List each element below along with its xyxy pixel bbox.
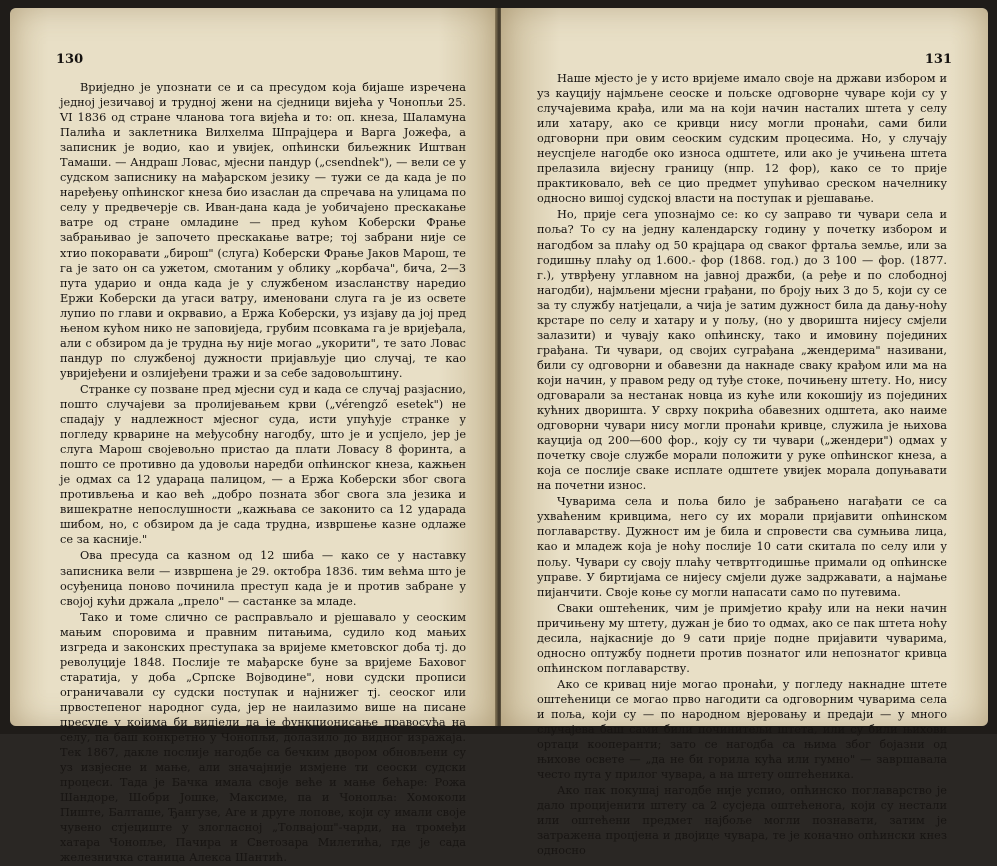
right-page-text xyxy=(537,71,947,859)
paragraph: Тако и томе слично се расправљало и рјешавало у сеоским мањим споровима и правним питањима, судило код мањих изгреда и законских преступака за вријеме кметовског доба тј. до револуције 1848. Послије те мађарске буне за вријеме Баховог старатија, у доба „Српске Војводине", нови судски прописи ограничавали су судски поступак и најнижег тј. сеоског или првостепеног народног суда, јер не наилазимо више на писане пресуде у којима би видјели да је функционисање правосуђа на селу, па баш конкретно у Чонопљи, долазило до видног изражаја. Тек 1867, дакле послије нагодбе са бечким двором обновљени су уз извјесне и мање, али значајније измјене ти сеоски судски процеси. Тада је Бачка имала своје веће и мање бећаре: Рожа Шандоре, Шобри Јошке, Максиме, па и Чонопља: Хомоколи Пиште, Балташе, Ђангузе, Аге и друге лопове, који су имали своје чувено стјециште у злогласној „Толвајош"-чарди, на тромеђи хатара Чонопље, Пачира и Светозара Милетића, где је сада железничка станица Алекса Шантић. xyxy=(60,610,466,865)
right-page xyxy=(501,8,988,858)
page-number-right: 131 xyxy=(924,52,952,67)
page-number-left: 130 xyxy=(56,52,84,67)
paragraph: Сваки оштећеник, чим је примјетио крађу или на неки начин причињену му штету, дужан је био то одмах, ако се пак штета ноћу десила, најкасније до 9 сати прије подне пријавити чуварима, односно оптужбу поднети против познатог или непознатог кривца опћинском поглаварству. xyxy=(537,601,947,675)
left-page-text xyxy=(60,80,466,866)
paragraph: Ако се кривац није могао пронаћи, у погледу накнадне штете оштећеници се могао прво нагодити са одговорним чуварима села и поља, који су — по народном вјеровању и предаји — у много случајева баш сами били починитељи штета, или су били њихови ортаци кооперанти; зато се нагодба са њима због бојазни од њихове освете — „да не би горила кућа или гумно" — завршавала често пута у прилог чувара, а на штету оштећеника. xyxy=(537,677,947,782)
paragraph: Вриједно је упознати се и са пресудом која бијаше изречена једној језичавој и трудној жени на сједници вијећа у Чонопљи 25. VI 1836 од стране чланова тога вијећа и то: оп. кнеза, Шаламуна Палића и заклетника Вилхелма Шпрајцера и Варга Јожефа, а записник је водио, као и увијек, опћински биљежник Иштван Тамаши. — Андраш Ловас, мјесни пандур („csendnek"), — вели се у судском записнику на мађарском језику — тужи се да када је по наређењу опћинског кнеза био изаслан да спречава на улицама по селу у предвечерје св. Иван-дана када је уобичајено прескакање ватре од стране омладине — пред кућом Коберски Фрање забрањивао је започето прескакање ватре; тој забрани није се хтио покоравати „бирош" (слуга) Коберски Фрање Јаков Марош, те га је зато он са ужетом, смотаним у облику „корбача", бича, 2—3 пута ударио и онда када је у службеном изасланству наредио Ержи Коберски да угаси ватру, именовани слуга га је из освете лупио по глави и окрвавио, а Ержа Коберски, уз изјаву да јој пред њеном кућом нико не заповиједа, грубим псовкама га је вријеђала, али с обзиром да је трудна њу није могао „укорити", те зато Ловас пандур по службеној дужности пријављује цио случај, те као увријеђени и озлијеђени тражи и за себе задовољштину. xyxy=(60,81,466,380)
paragraph: Чуварима села и поља било је забрањено нагађати се са ухваћеним кривцима, него су их морали пријавити опћинском поглаварству. Дужност им је била и спровести сва сумњива лица, као и младеж која је ноћу послије 10 сати скитала по селу или у пољу. Чувари су своју плаћу четвртгодишње примали од опћинске управе. У биртијама се нијесу смјели дуже задржавати, а најмање пијанчити. Своје коње су могли напасати само по путевима. xyxy=(537,495,947,599)
paragraph: Странке су позване пред мјесни суд и када се случај разјаснио, пошто случајеви за пролијевањем крви („vérengző esetek") не спадају у надлежност мјесног суда, исти упућује странке у погледу крварине на међусобну нагодбу, што је и успјело, јер је слуга Марош својевољно пристао да плати Ловасу 8 форинта, а пошто се противно да удовољи наредби опћинског кнеза, кажњен је одмах са 12 удараца палицом, — а Ержа Коберски због свога противљења и као већ „добро позната због свога зла језика и вишекратне непослушности „кажњава се законито са 12 ударада шибом, но, с обзиром да је сада трудна, извршење казне одлаже се за касније." xyxy=(60,382,466,547)
paragraph: Ако пак покушај нагодбе није успио, опћинско поглаварство је дало процијенити штету са 2 сусједа оштећенога, који су нестали или оштећени предмет најбоље могли познавати, затим је затражена процјена и двојице чувара, те је коначно опћински кнез односно xyxy=(537,784,947,858)
left-page xyxy=(10,8,497,865)
paragraph: Наше мјесто је у исто вријеме имало своје на држави избором и уз кауцију најмљене сеоске и пољске одговорне чуваре који су у случајевима крађа, или ма на који начин насталих штета у селу или хатару, ако се кривци нису могли пронаћи, сами били одговорни при овим сеоским судским процесима. Но, у случају неуспјеле нагодбе око износа одштете, или ако је учињена штета прелазила вијесну границу (нпр. 12 фор), како се то прије практиковало, већ се цио предмет упућивао среском начелнику односно вишој судској власти на поступак и рјешавање. xyxy=(537,72,947,206)
paragraph: Но, прије сега упознајмо се: ко су заправо ти чувари села и поља? То су на једну календарску годину у почетку избором и нагодбом за плаћу од 50 крајцара од сваког фртаља земље, или за годишњу плаћу од 1.600.- фор (1868. год.) до 3 100 — фор. (1877. г.), утврђену углавном на јавној дражби, (а ређе и по слободној нагодби), најмљени мјесни грађани, по броју њих 3 до 5, који су се за ту службу натјецали, а чија је затим дужност била да дању-ноћу крстаре по селу и хатару и у пољу, (но у дворишта нијесу смјели залазити) и чувају како опћинску, тако и имовину појединих грађана. Ти чувари, од својих суграђана „жендерима" називани, били су одговорни и обавезни да накнаде сваку крађом или ма на који начин, у правом реду од туђе стоке, почињену штету. Но, нису одговарали за нестанак новца из куће или кокошију из појединих кућних дворишта. У сврху покрића обавезних одштета, ако наиме одговорни чувари нису могли пронаћи кривце, служила је њихова кауција од 200—600 фор., коју су ти чувари („жендери") одмах у почетку своје службе морали положити у руке опћинског кнеза, а која се послије сваке исплате одштете увијек морала допуњавати на почетни износ. xyxy=(537,208,947,493)
paragraph: Ова пресуда са казном од 12 шиба — како се у наставку записника вели — извршена је 29. октобра 1836. тим већма што је осуђеница поново починила преступ када је и против забране у својој кући држала „прело" — састанке за младе. xyxy=(60,549,466,608)
